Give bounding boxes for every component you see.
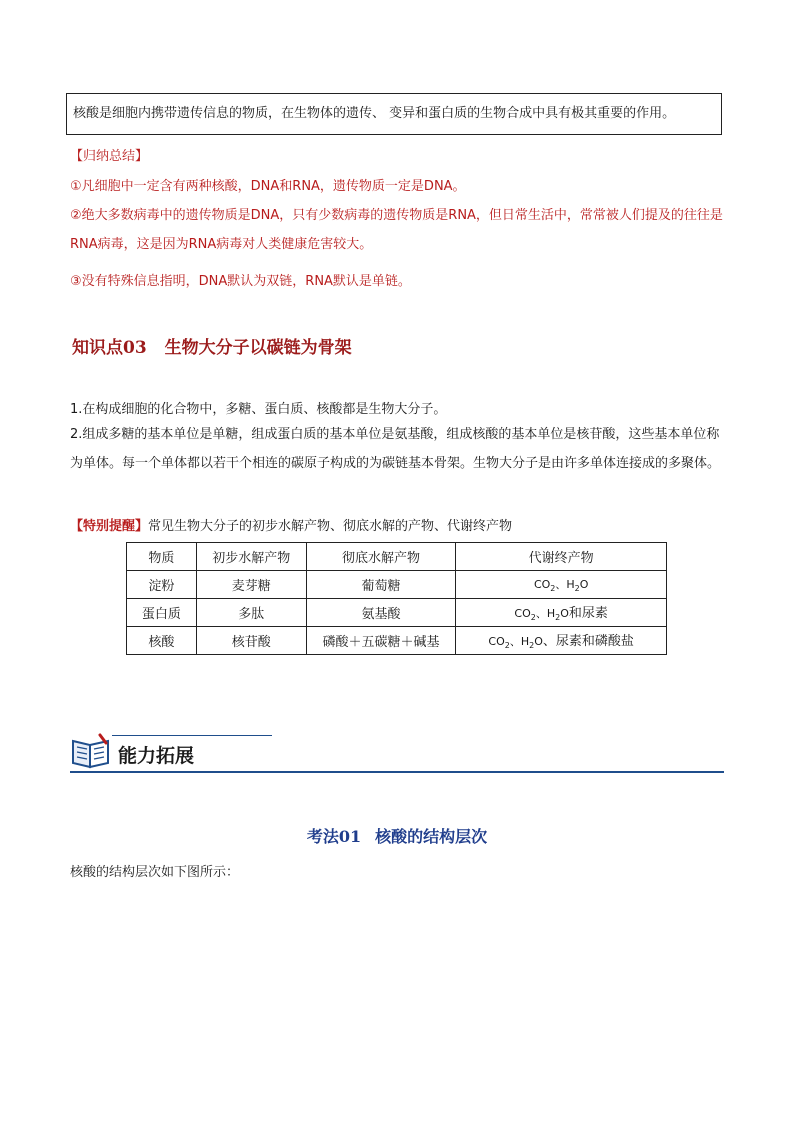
summary-item-1: ①凡细胞中一定含有两种核酸，DNA和RNA，遗传物质一定是DNA。 [70,179,466,194]
note-box: 核酸是细胞内携带遗传信息的物质，在生物体的遗传、 变异和蛋白质的生物合成中具有极其重要的作用。 [66,93,722,135]
section-title: 生物大分子以碳链为骨架 [164,338,352,358]
section-label: 知识点03 [72,338,147,358]
table-cell: 淀粉 [127,571,197,599]
table-cell: $CO_2$、$H_2O$ [456,571,667,599]
tip-tag: 【特别提醒】 [70,519,149,534]
table-row [127,571,667,599]
section-heading [72,333,352,358]
table-cell: 蛋白质 [127,599,197,627]
table-header-row [127,543,667,571]
paragraph-1: 1.在构成细胞的化合物中，多糖、蛋白质、核酸都是生物大分子。 [70,402,447,417]
tip-line [70,515,512,534]
paragraph-2: 2.组成多糖的基本单位是单糖，组成蛋白质的基本单位是氨基酸，组成核酸的基本单位是核苷酸，这些基本单位称为单体。每一个单体都以若干个相连的碳原子构成的为碳链基本骨架。生物大分子是由许多单体连接成的多聚体。 [70,427,721,471]
table-header: 代谢终产物 [456,543,667,571]
method-heading [0,824,794,847]
method-title: 核酸的结构层次 [375,827,488,846]
table-cell: 核酸 [127,627,197,655]
table-cell: $CO_2$、$H_2O$、尿素和磷酸盐 [456,627,667,655]
table-header: 初步水解产物 [196,543,306,571]
table-header: 彻底水解产物 [306,543,456,571]
banner-title: 能力拓展 [118,745,195,767]
macromolecule-table [126,542,667,655]
table-cell: 葡萄糖 [306,571,456,599]
table-cell: 核苷酸 [196,627,306,655]
book-icon [70,733,114,771]
summary-item-2: ②绝大多数病毒中的遗传物质是DNA，只有少数病毒的遗传物质是RNA，但日常生活中，常常被人们提及的往往是RNA病毒，这是因为RNA病毒对人类健康危害较大。 [70,208,723,252]
table-cell: 磷酸＋五碳糖＋碱基 [306,627,456,655]
method-label: 考法01 [306,827,362,846]
tip-text: 常见生物大分子的初步水解产物、彻底水解的产物、代谢终产物 [148,519,513,534]
table-row [127,627,667,655]
table-row [127,599,667,627]
section-banner [70,733,724,773]
table-cell: 氨基酸 [306,599,456,627]
table-cell: 多肽 [196,599,306,627]
table-header: 物质 [127,543,197,571]
table-cell: $CO_2$、$H_2O$和尿素 [456,599,667,627]
summary-item-3: ③没有特殊信息指明，DNA默认为双链，RNA默认是单链。 [70,274,411,289]
summary-title: 【归纳总结】 [70,149,149,164]
table-cell: 麦芽糖 [196,571,306,599]
closing-line: 核酸的结构层次如下图所示： [70,865,240,880]
